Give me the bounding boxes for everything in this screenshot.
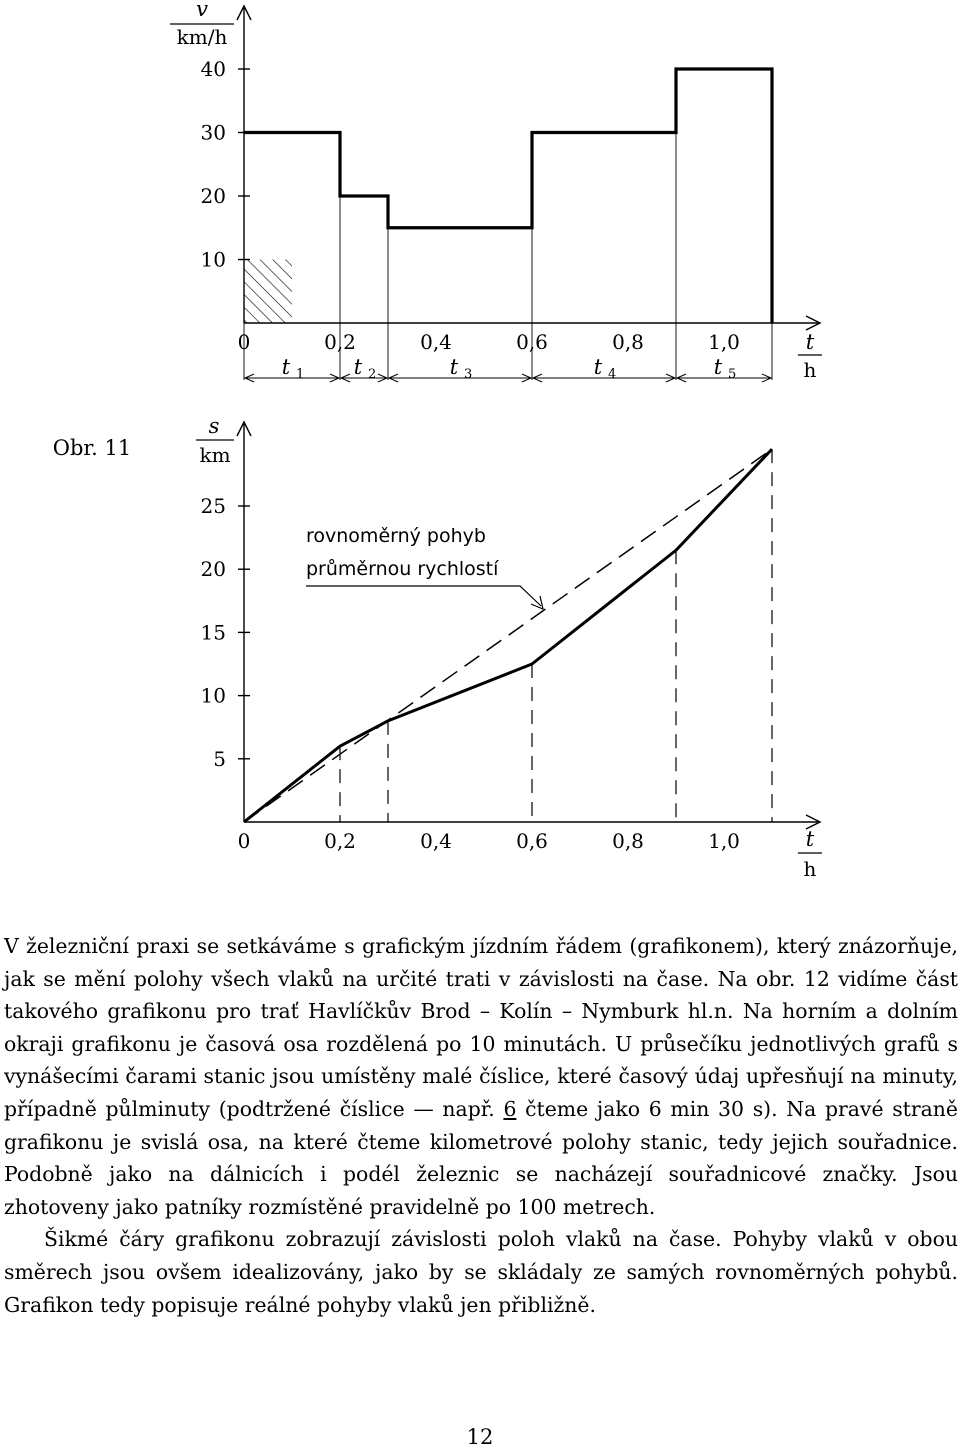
interval-label: t — [449, 355, 459, 379]
s-t-axis-unit: h — [803, 857, 817, 881]
interval-label: t — [353, 355, 363, 379]
interval-label-subscript: 3 — [464, 367, 473, 382]
interval-label-subscript: 2 — [368, 367, 377, 382]
annotation-line-1: rovnoměrný pohyb — [306, 525, 486, 547]
average-speed-line — [244, 449, 772, 822]
interval-label-subscript: 4 — [608, 367, 617, 382]
distance-chart — [196, 414, 822, 881]
v-y-tick-label: 10 — [200, 247, 226, 272]
v-axis-symbol: v — [196, 0, 208, 21]
hatched-area — [244, 260, 292, 324]
v-x-tick-label: 0,8 — [612, 330, 644, 354]
v-t-axis-unit: h — [803, 358, 817, 382]
s-axis-symbol: s — [208, 414, 220, 438]
underlined-digit: 6 — [503, 1096, 517, 1121]
s-x-tick-label: 0,4 — [420, 829, 452, 853]
s-x-tick-label: 0,2 — [324, 829, 356, 853]
s-y-tick-label: 10 — [200, 683, 226, 708]
s-y-tick-label: 5 — [213, 746, 226, 771]
interval-label-subscript: 5 — [728, 367, 737, 382]
interval-label: t — [713, 355, 723, 379]
paragraph-2: Šikmé čáry grafikonu zobrazují závislosti poloh vlaků na čase. Pohyby vlaků v obou směrech jsou ovšem idealizovány, jako by se skládaly ze samých rovnoměrných pohybů. Grafikon tedy popisuje reálné pohyby vlaků jen přibližně. — [4, 1227, 958, 1317]
v-t-axis-symbol: t — [805, 330, 815, 354]
paragraph-1-part-b: čteme jako 6 min 30 s). Na pravé straně grafikonu je svislá osa, na které čteme kilometrové polohy stanic, tedy jejich souřadnice. Podobně jako na dálnicích i podél železnic se nacházejí souřadnicové značky. Jsou zhotoveny jako patníky rozmístěné pravidelně po 100 metrech. — [4, 1096, 958, 1219]
interval-label-subscript: 1 — [296, 367, 305, 382]
v-x-tick-label: 0,6 — [516, 330, 548, 354]
s-y-tick-label: 15 — [200, 620, 226, 645]
v-x-tick-label: 0,2 — [324, 330, 356, 354]
s-axis-unit: km — [199, 443, 231, 467]
paragraph-1 — [4, 930, 958, 1223]
s-x-tick-label: 0 — [237, 829, 251, 853]
v-y-tick-label: 30 — [200, 120, 226, 145]
s-x-tick-label: 1,0 — [708, 829, 740, 853]
s-y-tick-label: 25 — [200, 494, 226, 518]
body-text — [4, 930, 958, 1321]
s-x-tick-label: 0,6 — [516, 829, 548, 853]
v-y-tick-label: 20 — [200, 184, 226, 208]
s-x-tick-label: 0,8 — [612, 829, 644, 853]
velocity-step-line — [244, 69, 772, 323]
figure-caption: Obr. 11 — [52, 436, 132, 460]
v-y-tick-label: 40 — [200, 57, 226, 81]
velocity-chart — [170, 0, 822, 382]
page-number: 12 — [466, 1425, 494, 1449]
v-x-tick-label: 0,4 — [420, 330, 452, 354]
interval-label: t — [593, 355, 603, 379]
v-x-tick-label: 1,0 — [708, 330, 740, 354]
s-y-tick-label: 20 — [200, 557, 226, 582]
annotation-line-2: průměrnou rychlostí — [306, 558, 499, 580]
v-x-tick-label: 0 — [237, 330, 251, 354]
v-axis-unit: km/h — [176, 25, 228, 49]
interval-label: t — [281, 355, 291, 379]
s-t-axis-symbol: t — [805, 827, 815, 851]
paragraph-1-part-a: V železniční praxi se setkáváme s grafickým jízdním řádem (grafikonem), který znázorňuje, jak se mění polohy všech vlaků na určité trati v závislosti na čase. Na obr. 12 vidíme část takového grafikonu pro trať Havlíčkův Brod – Kolín – Nymburk hl.n. Na horním a dolním okraji grafikonu je časová osa rozdělená po 10 minutách. U průsečíku jednotlivých grafů s vynášecími čarami stanic jsou umístěny malé číslice, které časový údaj upřesňují na minuty, případně půlminuty (podtržené číslice — např. — [4, 934, 958, 1121]
annotation-leader — [306, 586, 541, 606]
